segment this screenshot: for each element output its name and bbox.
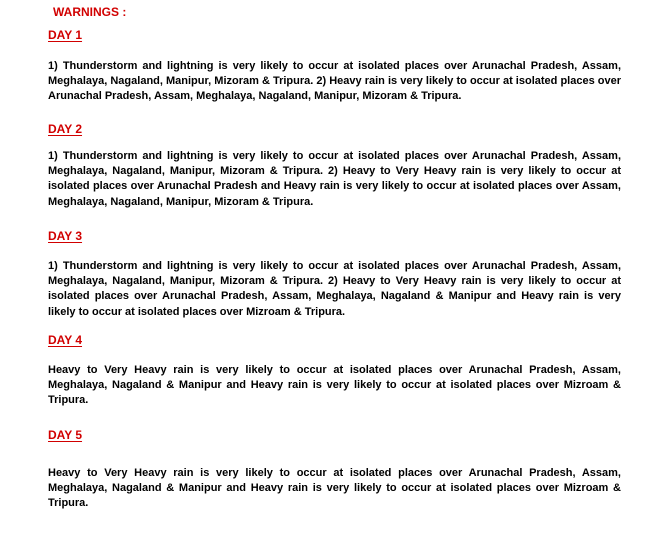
warnings-heading: WARNINGS :	[53, 5, 127, 19]
day-1-label: DAY 1	[48, 28, 83, 42]
day-4-label: DAY 4	[48, 333, 83, 347]
day-3-label: DAY 3	[48, 229, 83, 243]
day-3-text: 1) Thunderstorm and lightning is very likely to occur at isolated places over Arunachal Pradesh, Assam, Meghalaya, Nagaland, Manipur, Mizoram & Tripura. 2) Heavy to Very Heavy rain is very likely to occur at isolated places over Arunachal Pradesh, Assam, Meghalaya, Nagaland & Manipur and Heavy rain is very likely to occur at isolated places over Mizroam & Tripura.	[48, 260, 621, 318]
day-2-text: 1) Thunderstorm and lightning is very likely to occur at isolated places over Arunachal Pradesh, Assam, Meghalaya, Nagaland, Manipur, Mizoram & Tripura. 2) Heavy to Very Heavy rain is very likely to occur at isolated places over Arunachal Pradesh and Heavy rain is very likely to occur at isolated places over Assam, Meghalaya, Nagaland, Manipur, Mizoram & Tripura.	[48, 150, 621, 208]
day-4-text: Heavy to Very Heavy rain is very likely to occur at isolated places over Arunachal Pradesh, Assam, Meghalaya, Nagaland & Manipur and Heavy rain is very likely to occur at isolated places over Mizroam & Tripura.	[48, 364, 621, 407]
day-2-label: DAY 2	[48, 122, 83, 136]
day-5-label: DAY 5	[48, 428, 83, 442]
day-1-text: 1) Thunderstorm and lightning is very likely to occur at isolated places over Arunachal Pradesh, Assam, Meghalaya, Nagaland, Manipur, Mizoram & Tripura. 2) Heavy rain is very likely to occur at isolated places over Arunachal Pradesh, Assam, Meghalaya, Nagaland, Manipur, Mizoram & Tripura.	[48, 60, 621, 103]
day-5-text: Heavy to Very Heavy rain is very likely to occur at isolated places over Arunachal Pradesh, Assam, Meghalaya, Nagaland & Manipur and Heavy rain is very likely to occur at isolated places over Mizroam & Tripura.	[48, 467, 621, 510]
